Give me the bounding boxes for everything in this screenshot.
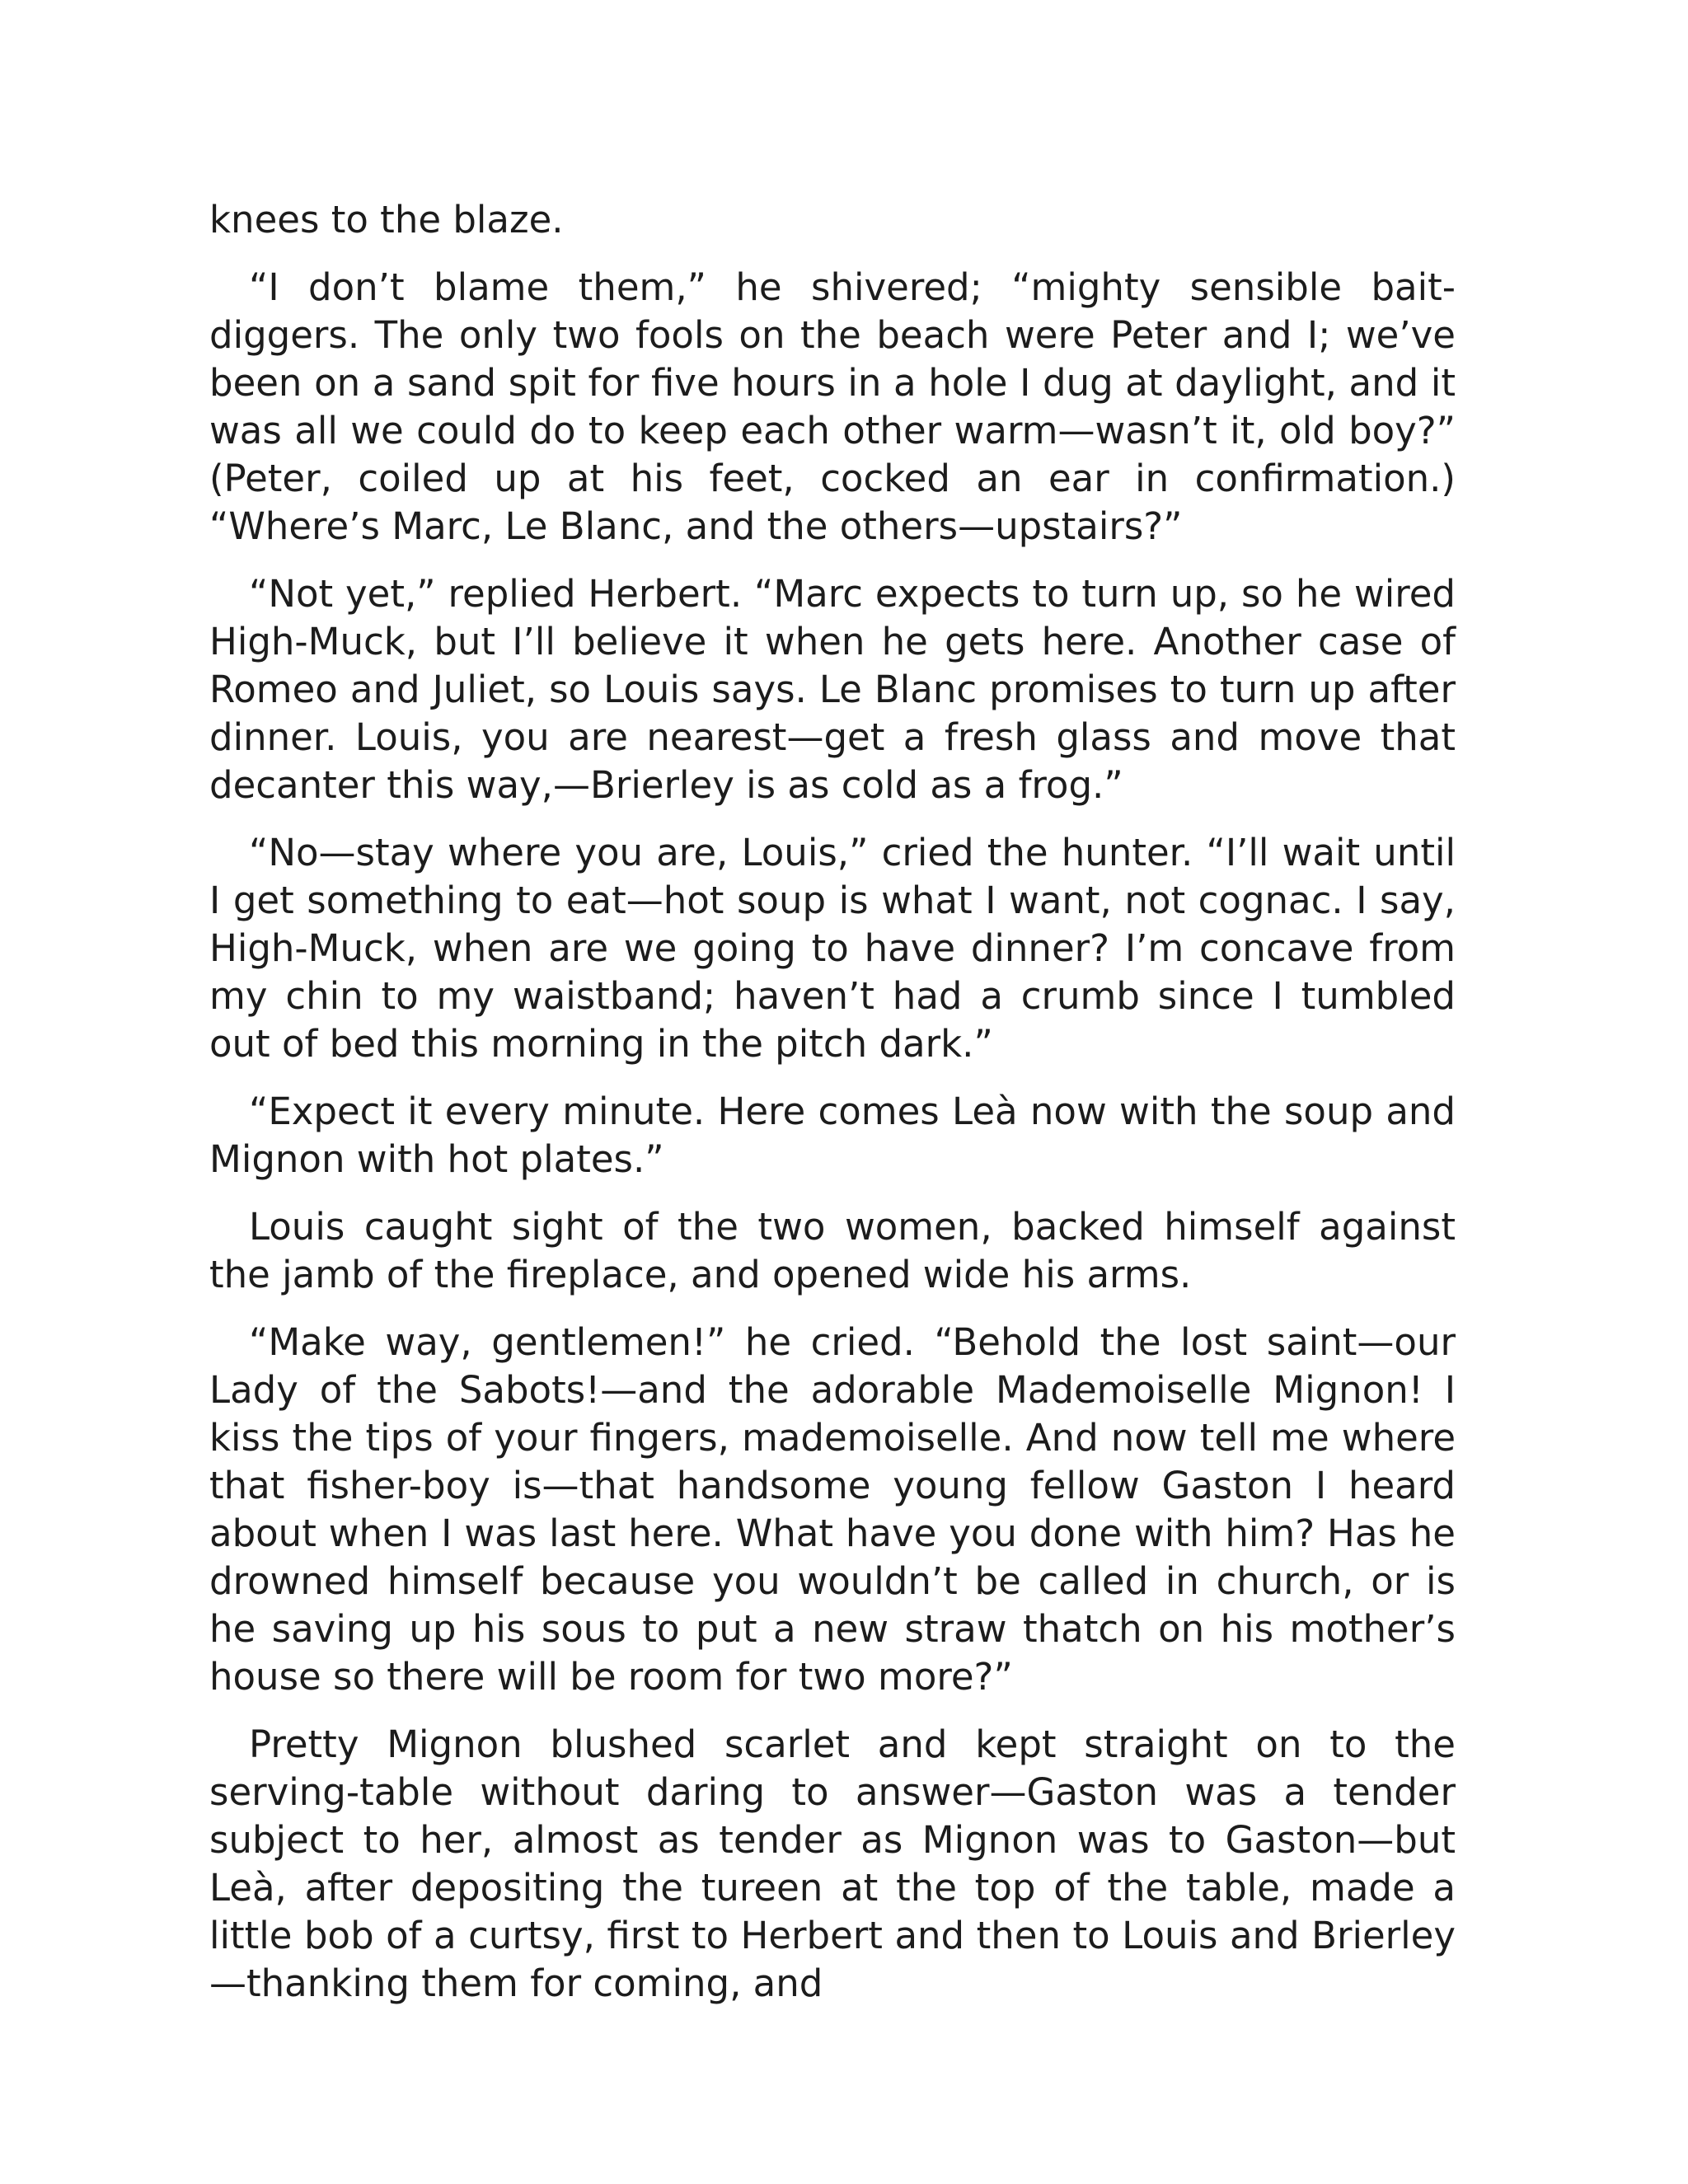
paragraph: “Not yet,” replied Herbert. “Marc expects to turn up, so he wired High-Muck, but I’ll believe it when he gets here. Another case of Romeo and Juliet, so Louis says. Le Blanc promises to turn up after dinner. Louis, you are nearest—get a fresh glass and move that decanter this way,—Brierley is as cold as a frog.” — [209, 572, 1456, 807]
paragraph: “I don’t blame them,” he shivered; “mighty sensible bait-diggers. The only two fools on the beach were Peter and I; we’ve been on a sand spit for five hours in a hole I dug at daylight, and it was all we could do to keep each other warm—wasn’t it, old boy?” (Peter, coiled up at his feet, cocked an ear in confirmation.) “Where’s Marc, Le Blanc, and the others—upstairs?” — [209, 265, 1456, 548]
book-page — [209, 196, 1456, 2027]
paragraph: “Expect it every minute. Here comes Leà now with the soup and Mignon with hot plates.” — [209, 1090, 1456, 1181]
paragraph: Louis caught sight of the two women, backed himself against the jamb of the fireplace, and opened wide his arms. — [209, 1205, 1456, 1296]
paragraph: “No—stay where you are, Louis,” cried the hunter. “I’ll wait until I get something to eat—hot soup is what I want, not cognac. I say, High-Muck, when are we going to have dinner? I’m concave from my chin to my waistband; haven’t had a crumb since I tumbled out of bed this morning in the pitch dark.” — [209, 831, 1456, 1066]
paragraph: Pretty Mignon blushed scarlet and kept straight on to the serving-table without daring to answer—Gaston was a tender subject to her, almost as tender as Mignon was to Gaston—but Leà, after depositing the tureen at the top of the table, made a little bob of a curtsy, first to Herbert and then to Louis and Brierley—thanking them for coming, and — [209, 1722, 1456, 2005]
paragraph: “Make way, gentlemen!” he cried. “Behold the lost saint—our Lady of the Sabots!—and the adorable Mademoiselle Mignon! I kiss the tips of your fingers, mademoiselle. And now tell me where that fisher-boy is—that handsome young fellow Gaston I heard about when I was last here. What have you done with him? Has he drowned himself because you wouldn’t be called in church, or is he saving up his sous to put a new straw thatch on his mother’s house so there will be room for two more?” — [209, 1320, 1456, 1699]
paragraph-continued: knees to the blaze. — [209, 198, 564, 241]
